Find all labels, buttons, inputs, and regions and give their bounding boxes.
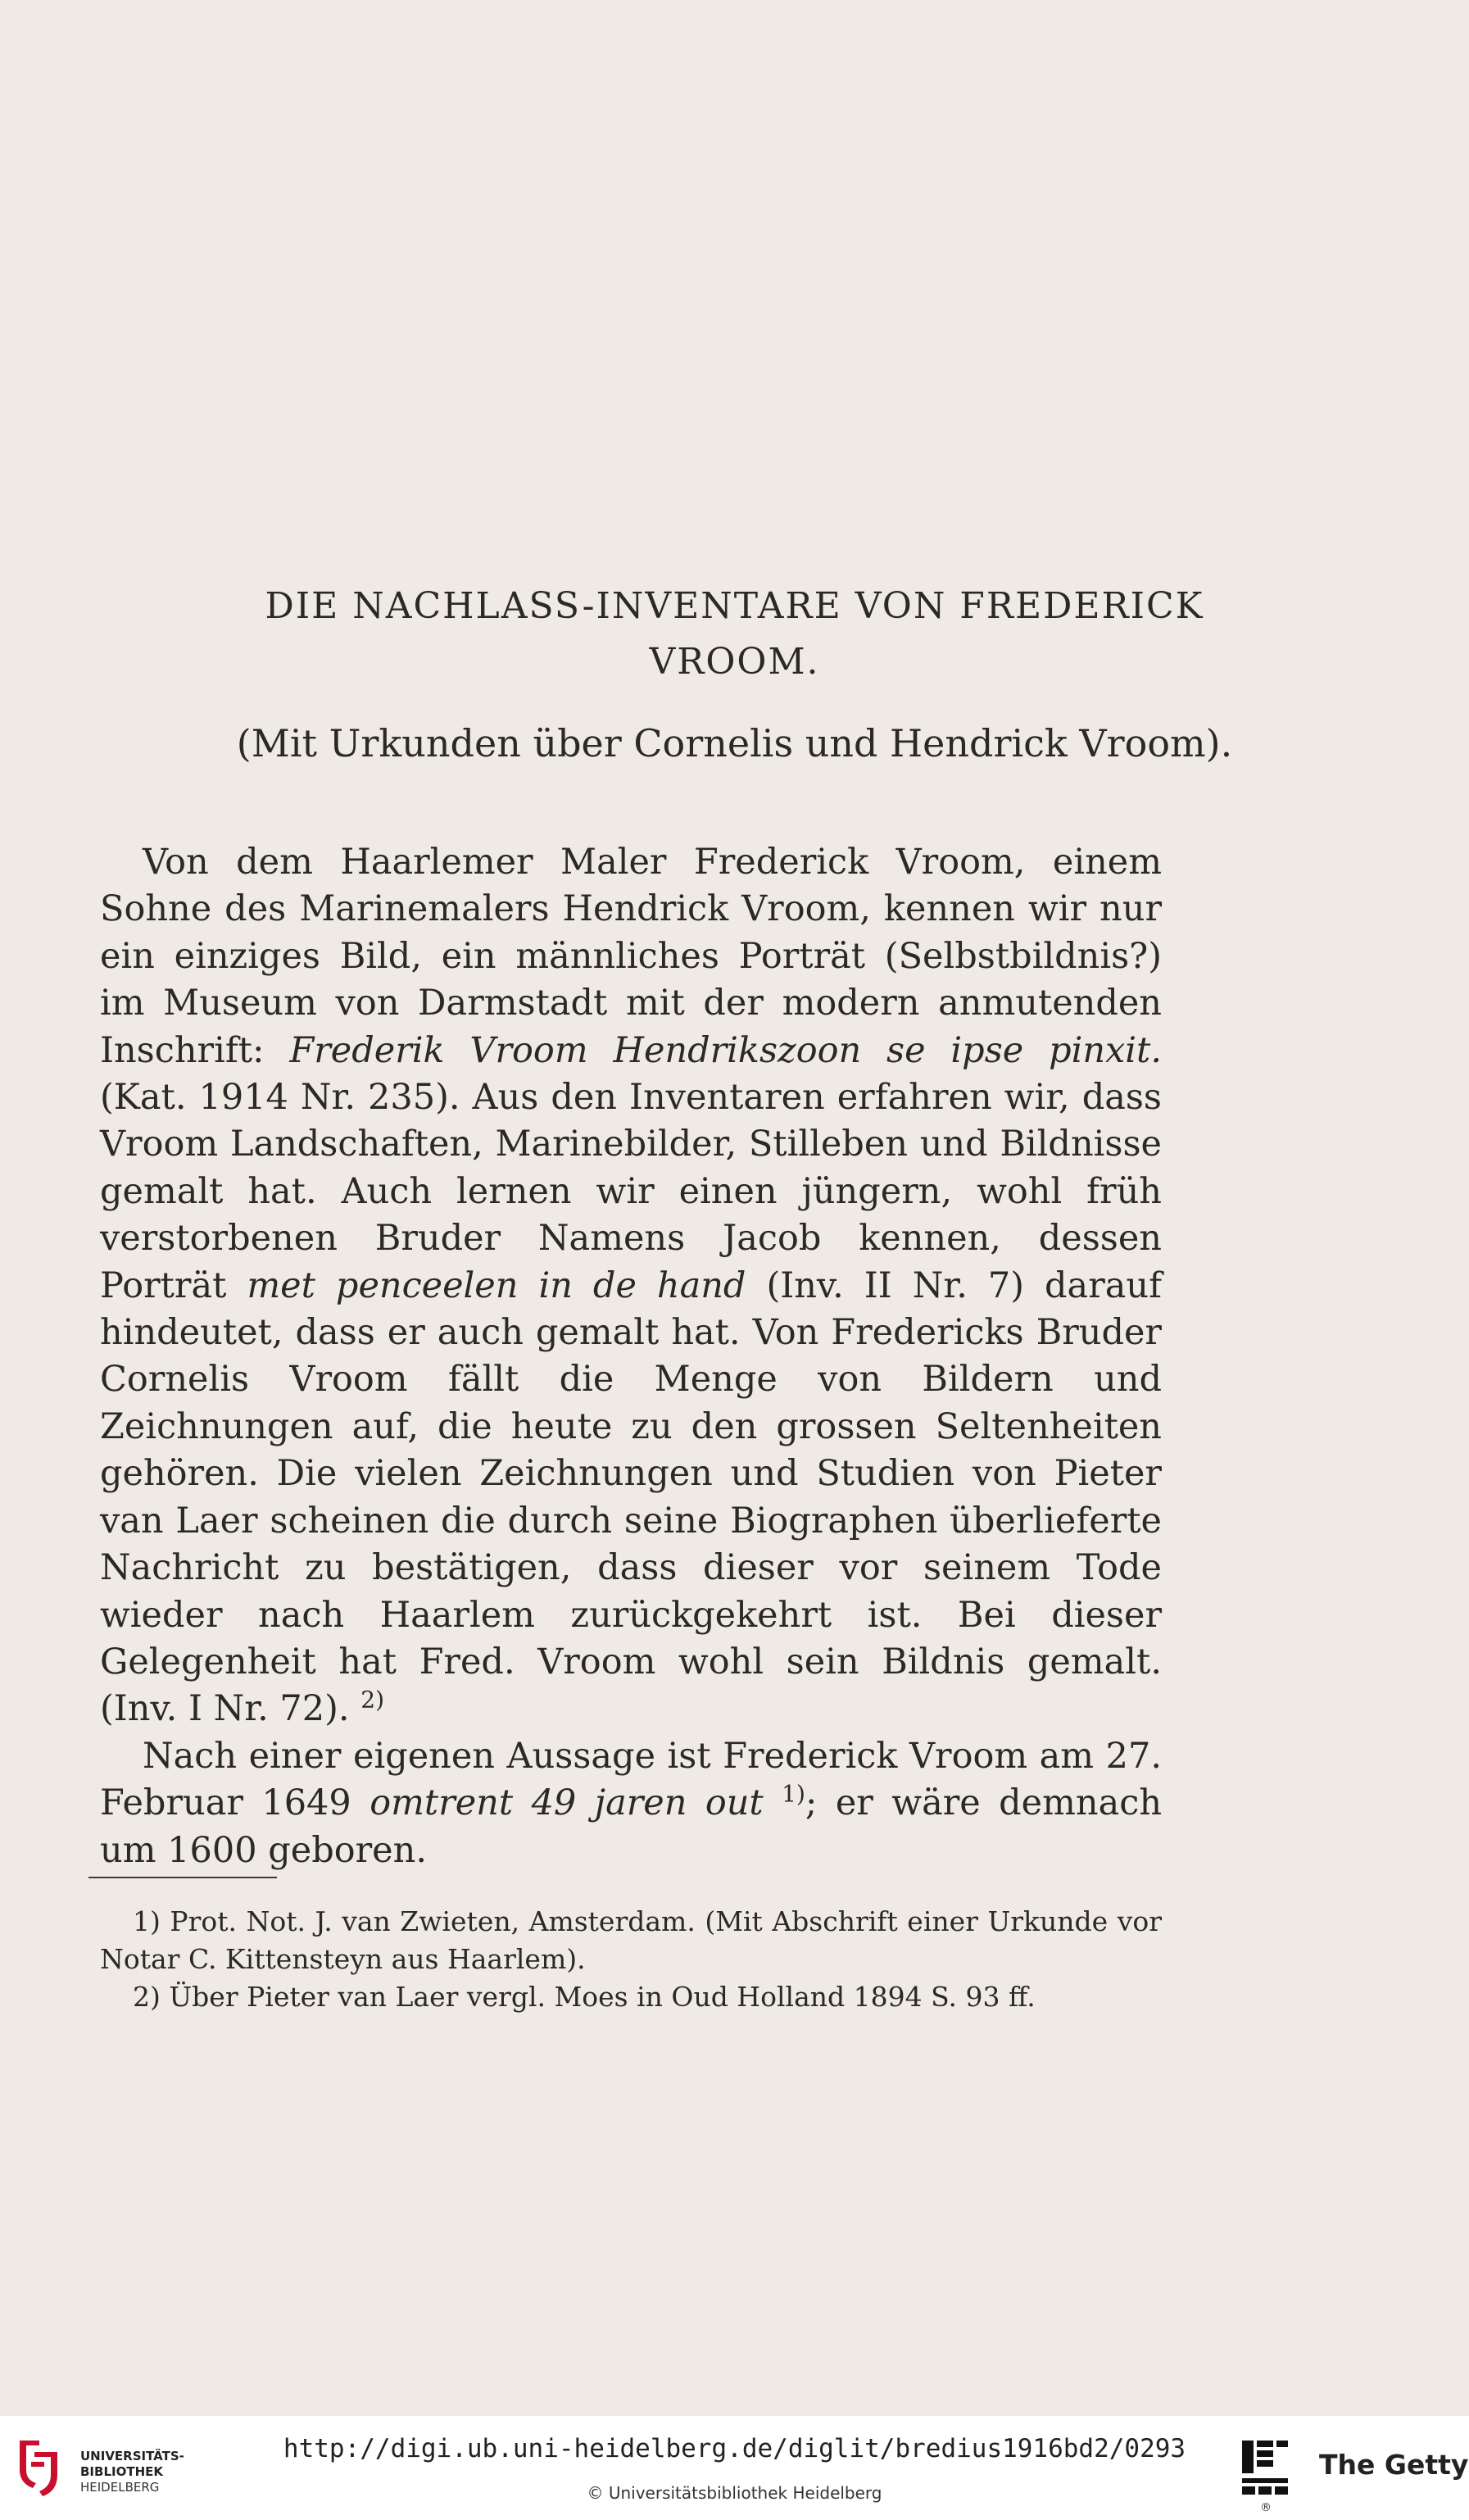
article-title-line-2: VROOM. <box>649 641 820 683</box>
footnote-ref-2[interactable]: 2) <box>360 1686 385 1714</box>
inscription-quote: Frederik Vroom Hendrikszoon se ipse pinxit. <box>289 1029 1162 1071</box>
article-body <box>100 839 1162 1874</box>
library-name-line-2: BIBLIOTHEK <box>80 2464 163 2479</box>
paragraph-1-text-a: Von dem Haarlemer Maler Frederick Vroom, einem Sohne des Marinemalers Hendrick Vroom, kennen wir nur ein einziges Bild, ein männliches Porträt (Selbstbildnis?) im Museum von Darmstadt mit der modern anmutenden Inschrift: <box>100 842 1162 1071</box>
library-name-line-1: UNIVERSITÄTS- <box>80 2449 184 2463</box>
footnote-1: 1) Prot. Not. J. van Zwieten, Amsterdam. (Mit Abschrift einer Urkunde vor Notar C. Kittensteyn aus Haarlem). <box>100 1905 1162 1975</box>
paragraph-2-text-a: Nach einer eigenen Aussage ist Frederick Vroom am 27. Februar 1649 <box>100 1735 1162 1824</box>
article-subtitle: (Mit Urkunden über Cornelis und Hendrick Vroom). <box>236 721 1233 765</box>
footnote-separator <box>88 1877 277 1878</box>
footer-bar <box>0 2416 1469 2520</box>
paragraph-2 <box>100 1733 1162 1874</box>
footnote-ref-1[interactable]: 1) <box>782 1780 805 1808</box>
getty-logo-icon[interactable] <box>1239 2439 1291 2496</box>
footnote-2: 2) Über Pieter van Laer vergl. Moes in Oud Holland 1894 S. 93 ff. <box>133 1981 1036 2013</box>
footnotes <box>100 1903 1162 2016</box>
paragraph-1-text-b: (Kat. 1914 Nr. 235). Aus den Inventaren erfahren wir, dass Vroom Landschaften, Marinebilder, Stilleben und Bildnisse gemalt hat. Auch lernen wir einen jüngern, wohl früh verstorbenen Bruder Namens Jacob kennen, dessen Porträt <box>100 1077 1162 1306</box>
dutch-quote: met penceelen in de hand <box>247 1265 746 1306</box>
permalink-url[interactable]: http://digi.ub.uni-heidelberg.de/diglit/bredius1916bd2/0293 <box>283 2434 1186 2463</box>
library-name-line-3: HEIDELBERG <box>80 2480 160 2495</box>
copyright-notice: © Universitätsbibliothek Heidelberg <box>587 2483 882 2503</box>
registered-mark: ® <box>1260 2501 1272 2514</box>
paragraph-2-text-b: ; er wäre demnach um 1600 geboren. <box>100 1782 1163 1871</box>
paragraph-1 <box>100 839 1162 1733</box>
age-quote: omtrent 49 jaren out <box>370 1782 764 1824</box>
article-title-line-1: DIE NACHLASS-INVENTARE VON FREDERICK <box>265 585 1204 627</box>
paragraph-1-text-c: (Inv. II Nr. 7) darauf hindeutet, dass er auch gemalt hat. Von Fredericks Bruder Cornelis Vroom fällt die Menge von Bildern und Zeichnungen auf, die heute zu den grossen Seltenheiten gehören. Die vielen Zeichnungen und Studien von Pieter van Laer scheinen die durch seine Biographen überlieferte Nachricht zu bestätigen, dass dieser vor seinem Tode wieder nach Haarlem zurückgekehrt ist. Bei dieser Gelegenheit hat Fred. Vroom wohl sein Bildnis gemalt. (Inv. I Nr. 72). <box>100 1265 1162 1730</box>
getty-label: The Getty <box>1319 2449 1469 2481</box>
